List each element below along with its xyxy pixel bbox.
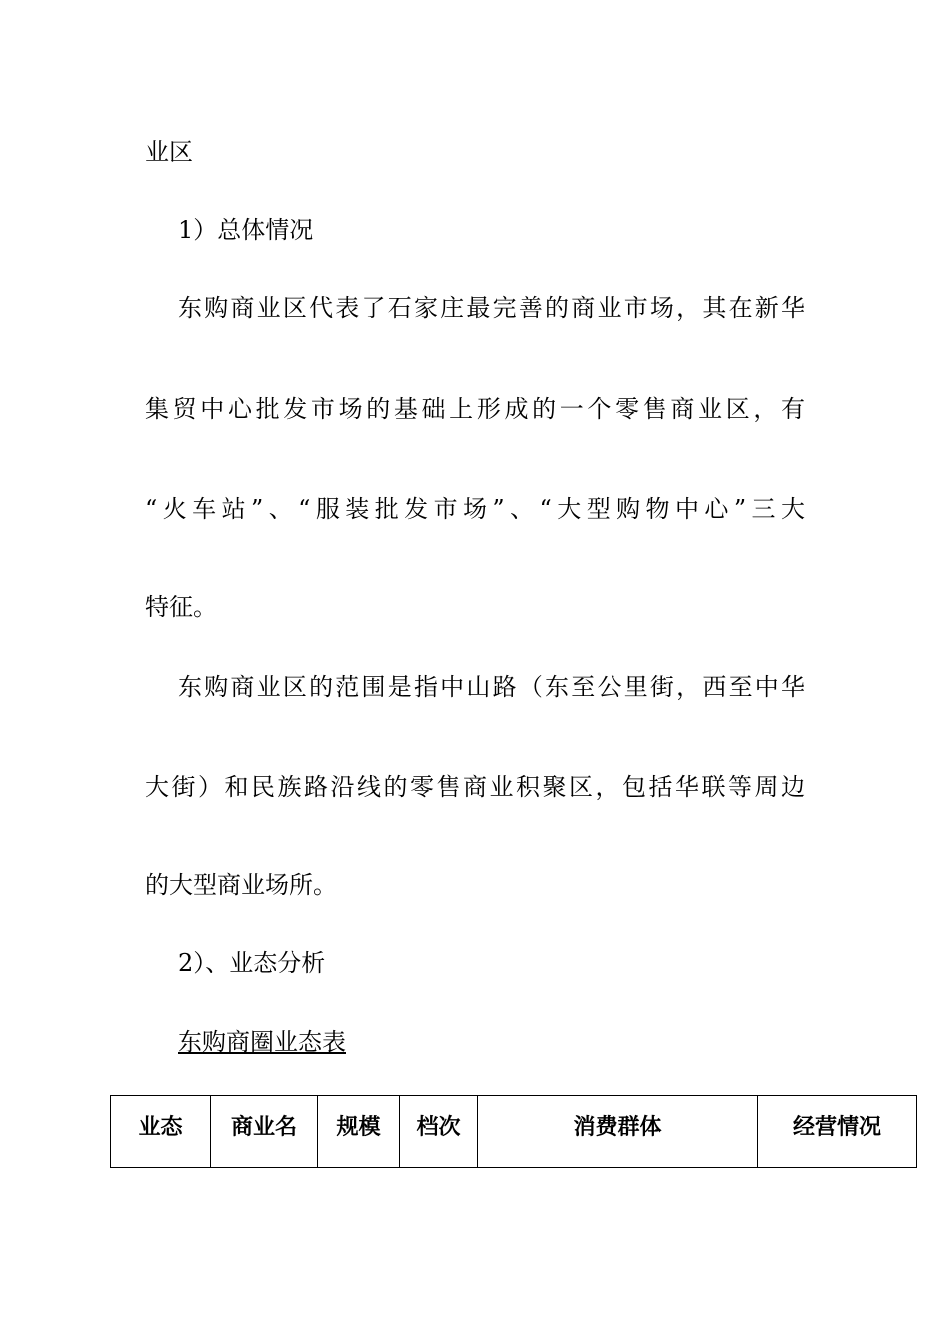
paragraph-line: “火车站”、“服装批发市场”、“大型购物中心”三大 bbox=[145, 495, 805, 523]
table-header-cell: 商业名 bbox=[211, 1096, 318, 1168]
text-line: 业区 bbox=[145, 138, 193, 166]
table-caption: 东购商圈业态表 bbox=[178, 1028, 346, 1056]
table-header-cell: 规模 bbox=[318, 1096, 400, 1168]
business-format-table bbox=[110, 1095, 917, 1168]
table-header-row bbox=[111, 1096, 917, 1168]
paragraph-line: 集贸中心批发市场的基础上形成的一个零售商业区，有 bbox=[145, 395, 805, 423]
table-header-cell: 经营情况 bbox=[758, 1096, 917, 1168]
section-heading-analysis: 2）、业态分析 bbox=[178, 949, 326, 977]
paragraph-line: 特征。 bbox=[145, 593, 217, 621]
paragraph-line: 东购商业区的范围是指中山路（东至公里街，西至中华 bbox=[178, 673, 805, 701]
section-heading-overview: 1）总体情况 bbox=[178, 216, 314, 244]
paragraph-line: 大街）和民族路沿线的零售商业积聚区，包括华联等周边 bbox=[145, 773, 805, 801]
table-header-cell: 消费群体 bbox=[478, 1096, 758, 1168]
paragraph-line: 的大型商业场所。 bbox=[145, 871, 337, 899]
table-header-cell: 业态 bbox=[111, 1096, 211, 1168]
paragraph-line: 东购商业区代表了石家庄最完善的商业市场，其在新华 bbox=[178, 294, 805, 322]
table-header-cell: 档次 bbox=[400, 1096, 478, 1168]
